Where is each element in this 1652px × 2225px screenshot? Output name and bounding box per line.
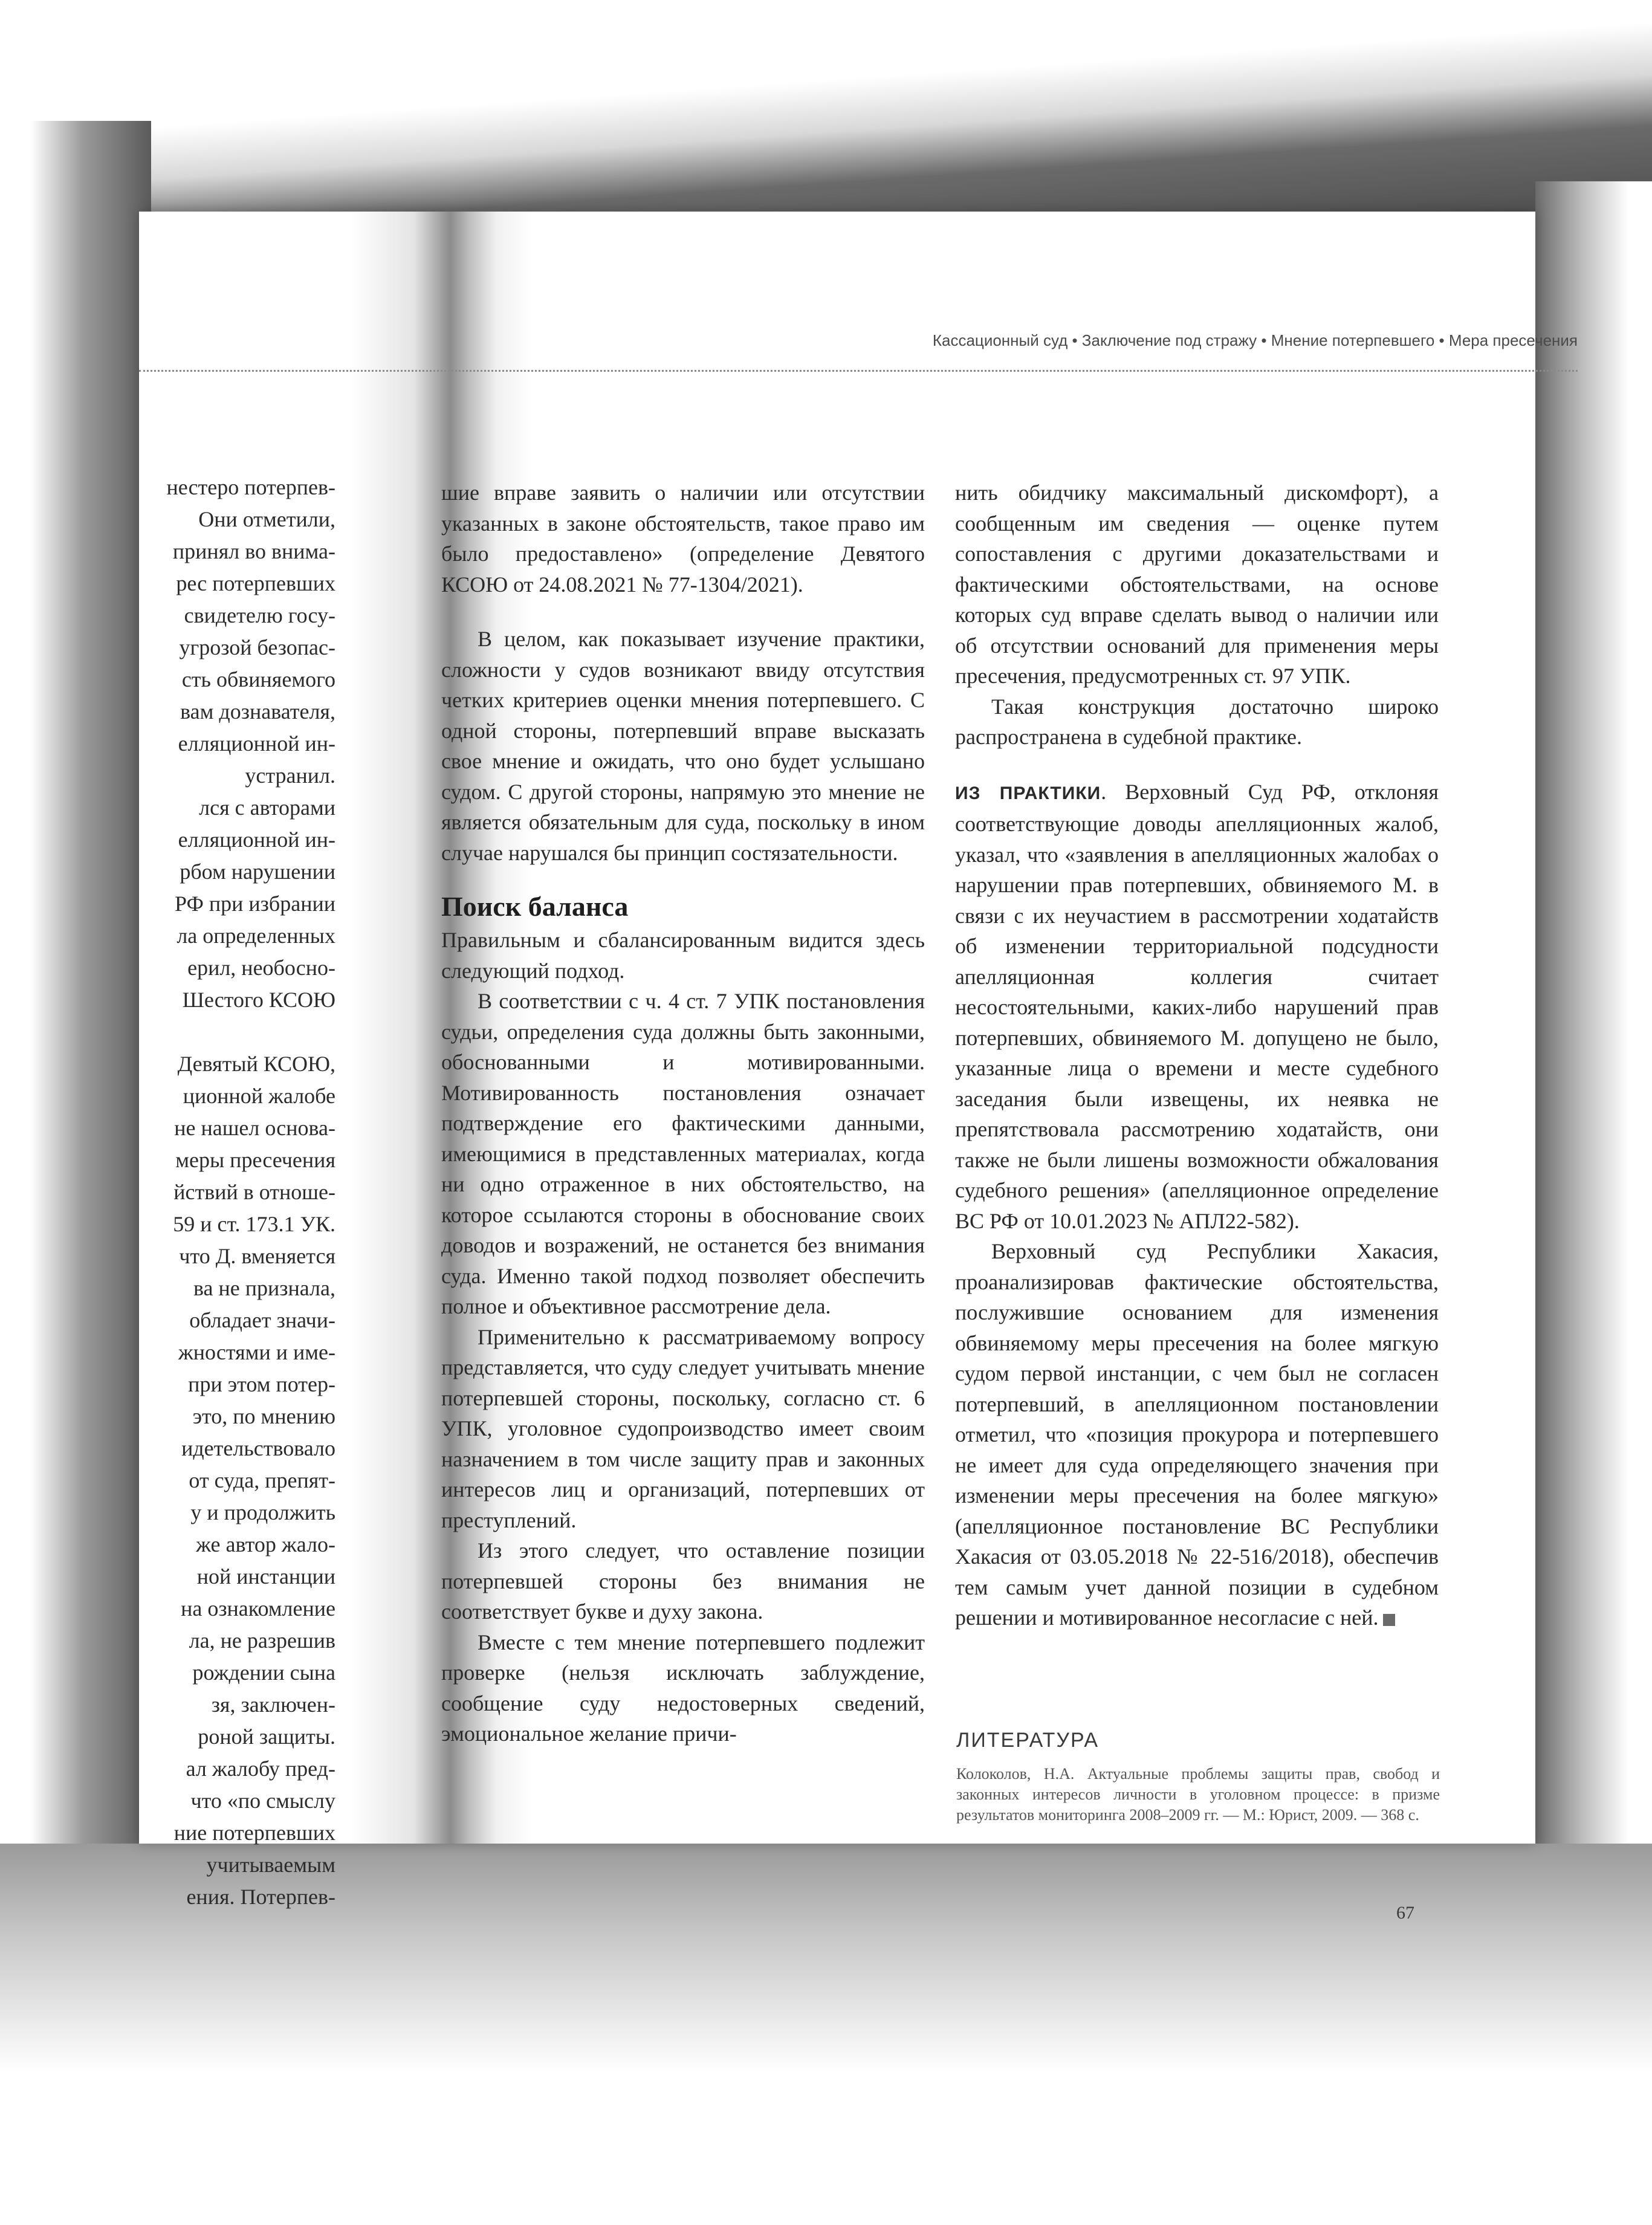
left-fragment-line: елляционной ин- bbox=[178, 827, 335, 852]
left-fragment-line: не нашел основа- bbox=[174, 1116, 335, 1140]
left-fragment-line: Шестого КСОЮ bbox=[182, 988, 335, 1012]
left-fragment-line: ла, не разрешив bbox=[189, 1628, 335, 1653]
left-fragment-line: рбом нарушении bbox=[180, 860, 335, 884]
left-fragment-line: сть обвиняемого bbox=[181, 667, 335, 691]
left-fragment-line: рес потерпевших bbox=[176, 571, 335, 595]
left-fragment-line: вам дознавателя, bbox=[180, 699, 335, 724]
left-fragment-line: ционной жалобе bbox=[183, 1084, 335, 1108]
left-fragment-line: от суда, препят- bbox=[189, 1468, 335, 1492]
section-heading: Поиск баланса bbox=[441, 891, 629, 922]
text-column-1 bbox=[441, 478, 925, 1749]
left-fragment-line: меры пресечения bbox=[175, 1148, 335, 1172]
left-fragment-line: что Д. вменяется bbox=[179, 1244, 335, 1268]
left-page-column-fragments bbox=[139, 471, 335, 1913]
practice-paragraph bbox=[955, 777, 1439, 1237]
running-header: Кассационный суд • Заключение под стражу • Мнение потерпевшего • Мера пресечения bbox=[932, 331, 1578, 349]
left-fragment-line: Они отметили, bbox=[198, 507, 335, 531]
left-fragment-line: ерил, необосно- bbox=[187, 956, 335, 980]
left-fragment-line: лся с авторами bbox=[199, 795, 335, 820]
left-fragment-line: ения. Потерпев- bbox=[186, 1885, 335, 1909]
paragraph-continuation: нить обидчику максимальный дискомфорт), а сообщенным им сведения — оценке путем сопоставления с другими доказательствами и фактическими обстоятельствами, на основе которых суд вправе сделать вывод о наличии или об отсутствии оснований для применения меры пресечения, предусмотренных ст. 97 УПК. bbox=[955, 481, 1439, 688]
left-fragment-line: обладает значи- bbox=[189, 1308, 335, 1332]
left-fragment-line: рождении сына bbox=[192, 1660, 335, 1685]
literature-item: Колоколов, Н.А. Актуальные проблемы защиты прав, свобод и законных интересов личности в уголовном процессе: в призме результатов мониторинга 2008–2009 гг. — М.: Юрист, 2009. — 368 с. bbox=[956, 1765, 1440, 1824]
paragraph bbox=[955, 1236, 1439, 1633]
left-fragment-line: у и продолжить bbox=[190, 1500, 335, 1524]
left-fragment-line bbox=[139, 1016, 335, 1048]
left-fragment-line: при этом потер- bbox=[188, 1372, 335, 1396]
page-number: 67 bbox=[1396, 1903, 1414, 1923]
text-column-2 bbox=[955, 478, 1439, 1633]
literature-heading: ЛИТЕРАТУРА bbox=[956, 1729, 1100, 1752]
left-fragment-line: учитываемым bbox=[206, 1853, 335, 1877]
practice-lead: ИЗ ПРАКТИКИ bbox=[955, 783, 1101, 803]
left-fragment-line: свидетелю госу- bbox=[184, 603, 335, 627]
paragraph-text: Верховный суд Республики Хакасия, проанализировав фактические обстоятельства, послужившие основанием для изменения обвиняемому меры пресечения на более мягкую судом первой инстанции, с чем был не согласен потерпевший, в апелляционном постановлении отметил, что «позиция прокурора и потерпевшего не имеет для суда определяющего значения при изменении меры пресечения на более мягкую» (апелляционное постановление ВС Республики Хакасия от 03.05.2018 № 22-516/2018), обеспечив тем самым учет данной позиции в судебном решении и мотивированное несогласие с ней. bbox=[955, 1239, 1439, 1630]
left-fragment-line: елляционной ин- bbox=[178, 731, 335, 756]
paragraph: Такая конструкция достаточно широко распространена в судебной практике. bbox=[955, 694, 1439, 749]
left-fragment-line: что «по смыслу bbox=[190, 1789, 335, 1813]
paragraph: Применительно к рассматриваемому вопросу представляется, что суду следует учитывать мнение потерпевшей стороны, поскольку, согласно ст. 6 УПК, уголовное судопроизводство имеет своим назначением в том числе защиту прав и законных интересов лиц и организаций, потерпевших от преступлений. bbox=[441, 1324, 925, 1532]
left-fragment-line: йствий в отноше- bbox=[173, 1180, 335, 1204]
left-fragment-line: Девятый КСОЮ, bbox=[177, 1052, 335, 1076]
left-fragment-line: угрозой безопас- bbox=[179, 635, 335, 659]
left-fragment-line: роной защиты. bbox=[198, 1725, 335, 1749]
left-fragment-line: ла определенных bbox=[177, 924, 335, 948]
left-fragment-line: нестеро потерпев- bbox=[166, 475, 335, 499]
left-fragment-line: устранил. bbox=[245, 763, 335, 788]
left-fragment-line: идетельствовало bbox=[181, 1436, 335, 1460]
left-fragment-line: это, по мнению bbox=[192, 1404, 335, 1428]
left-fragment-line: РФ при избрании bbox=[175, 892, 335, 916]
scan-shadow-top bbox=[0, 0, 1652, 230]
end-of-article-mark bbox=[1383, 1614, 1395, 1626]
left-fragment-line: ние потерпевших bbox=[173, 1821, 335, 1845]
left-fragment-line: ва не признала, bbox=[193, 1276, 335, 1300]
paragraph: Вместе с тем мнение потерпевшего подлежит проверке (нельзя исключать заблуждение, сообщение суду недостоверных сведений, эмоциональное желание причи- bbox=[441, 1630, 925, 1746]
header-dotted-rule bbox=[139, 370, 1578, 372]
left-fragment-line: принял во внима- bbox=[172, 539, 335, 563]
paragraph: В соответствии с ч. 4 ст. 7 УПК постановления судьи, определения суда должны быть законными, обоснованными и мотивированными. Мотивированность постановления означает подтверждение его фактическими данными, имеющимися в представленных материалах, когда ни одно отраженное в них обстоятельство, на которое ссылаются стороны в обоснование своих доводов и возражений, не останется без внимания суда. Именно такой подход позволяет обеспечить полное и объективное рассмотрение дела. bbox=[441, 989, 925, 1318]
left-fragment-line: зя, заключен- bbox=[211, 1692, 335, 1717]
left-fragment-line: ной инстанции bbox=[196, 1564, 335, 1589]
practice-text: . Верховный Суд РФ, отклоняя соответствующие доводы апелляционных жалоб, указал, что «заявления в апелляционных жалобах о нарушении прав потерпевших, обвиняемого М. в связи с их неучастием в рассмотрении ходатайств об изменении территориальной подсудности апелляционная коллегия считает несостоятельными, каких-либо нарушений прав потерпевших, обвиняемого М. допущено не было, указанные лица о времени и месте судебного заседания были извещены, их неявка не препятствовала рассмотрению ходатайств, они также не были лишены возможности обжалования судебного решения» (апелляционное определение ВС РФ от 10.01.2023 № АПЛ22-582). bbox=[955, 779, 1439, 1233]
left-fragment-line: ал жалобу пред- bbox=[186, 1757, 335, 1781]
left-fragment-line: 59 и ст. 173.1 УК. bbox=[173, 1212, 335, 1236]
paragraph: В целом, как показывает изучение практики, сложности у судов возникают ввиду отсутствия четких критериев оценки мнения потерпевшего. С одной стороны, потерпевший вправе высказать свое мнение и ожидать, что оно будет услышано судом. С другой стороны, напрямую это мнение не является обязательным для суда, поскольку в ином случае нарушался бы принцип состязательности. bbox=[441, 627, 925, 865]
magazine-page bbox=[139, 212, 1578, 1923]
paragraph-continuation: шие вправе заявить о наличии или отсутствии указанных в законе обстоятельств, такое право им было предоставлено» (определение Девятого КСОЮ от 24.08.2021 № 77-1304/2021). bbox=[441, 481, 925, 597]
left-fragment-line: жностями и име- bbox=[178, 1340, 335, 1364]
left-fragment-line: на ознакомление bbox=[181, 1596, 335, 1621]
paragraph: Из этого следует, что оставление позиции потерпевшей стороны без внимания не соответствует букве и духу закона. bbox=[441, 1538, 925, 1624]
paragraph: Правильным и сбалансированным видится здесь следующий подход. bbox=[441, 928, 925, 983]
left-fragment-line: же автор жало- bbox=[196, 1532, 335, 1556]
